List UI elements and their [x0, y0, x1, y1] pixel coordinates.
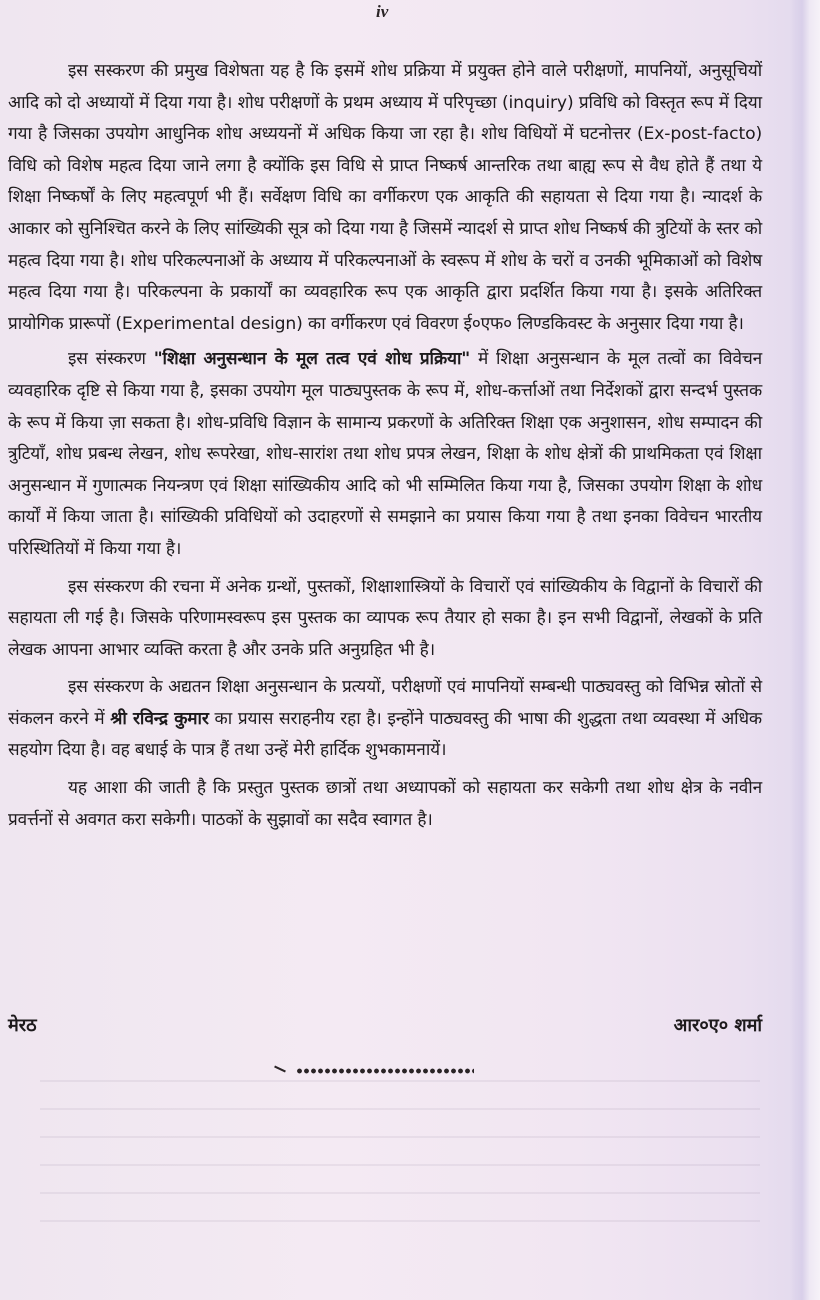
paragraph-text: इस संस्करण के अद्यतन शिक्षा अनुसन्धान के प्रत्ययों, परीक्षणों एवं मापनियों सम्बन्धी पाठ्यवस्तु को विभिन्न स्रोतों से संकलन करने में — [8, 677, 762, 729]
page-edge-shadow — [790, 0, 810, 1300]
paragraph-book-title — [8, 344, 762, 565]
preface-body — [8, 56, 762, 842]
divider-tick-mark — [274, 1066, 286, 1073]
book-title-bold: "शिक्षा अनुसन्धान के मूल तत्व एवं शोध प्रक्रिया" — [153, 349, 471, 370]
paragraph-text: इस संस्करण — [68, 349, 154, 370]
paragraph-contributor — [8, 672, 762, 767]
paragraph-acknowledgement: इस संस्करण की रचना में अनेक ग्रन्थों, पुस्तकों, शिक्षाशास्त्रियों के विचारों एवं सांख्यिकीय के विद्वानों के विचारों की सहायता ली गई है। जिसके परिणामस्वरूप इस पुस्तक का व्यापक रूप तैयार हो सका है। इन सभी विद्वानों, लेखकों के प्रति लेखक आपना आभार व्यक्ति करता है और उनके प्रति अनुग्रहित भी है। — [8, 576, 762, 660]
paragraph-text: का प्रयास सराहनीय रहा है। इन्होंने पाठ्यवस्तु की भाषा की शुद्धता तथा व्यवस्था में अधिक सहयोग दिया है। वह बधाई के पात्र हैं तथा उन्हें मेरी हार्दिक शुभकामनायें। — [8, 708, 762, 761]
signature-author: आर०ए० शर्मा — [673, 1015, 762, 1036]
contributor-name-bold: श्री रविन्द्र कुमार — [110, 708, 209, 729]
signature-place: मेरठ — [8, 1015, 37, 1036]
page-number: iv — [376, 2, 389, 21]
dotted-divider-icon — [296, 1067, 474, 1075]
paragraph-text: में शिक्षा अनुसन्धान के मूल तत्वों का विवेचन व्यवहारिक दृष्टि से किया गया है, इसका उपयोग मूल पाठ्यपुस्तक के रूप में, शोध-कर्त्ताओं तथा निर्देशकों द्वारा सन्दर्भ पुस्तक के रूप में किया ज़ा सकता है। शोध-प्रविधि विज्ञान के सामान्य प्रकरणों के अतिरिक्त शिक्षा एक अनुशासन, शोध सम्पादन की त्रुटियाँ, शोध प्रबन्ध लेखन, शोध रूपरेखा, शोध-सारांश तथा शोध प्रपत्र लेखन, शिक्षा के शोध क्षेत्रों की प्राथमिकता एवं शिक्षा अनुसन्धान में गुणात्मक नियन्त्रण एवं शिक्षा सांख्यिकीय आदि को भी सम्मिलित किया गया है, जिसका उपयोग शिक्षा के शोध कार्यों में किया जाता है। सांख्यिकी प्रविधियों को उदाहरणों से समझाने का प्रयास किया गया है तथा इनका विवेचन भारतीय परिस्थितियों में किया गया है। — [8, 349, 762, 559]
paragraph-edition-features: इस सस्करण की प्रमुख विशेषता यह है कि इसमें शोध प्रक्रिया में प्रयुक्त होने वाले परीक्षणों, मापनियों, अनुसूचियों आदि को दो अध्यायों में दिया गया है। शोध परीक्षणों के प्रथम अध्याय में परिपृच्छा (inquiry) प्रविधि को विस्तृत रूप में दिया गया है जिसका उपयोग आधुनिक शोध अध्ययनों में अधिक किया जा रहा है। शोध विधियों में घटनोत्तर (Ex-post-facto) विधि को विशेष महत्व दिया जाने लगा है क्योंकि इस विधि से प्राप्त निष्कर्ष आन्तरिक तथा बाह्य रूप से वैध होते हैं तथा ये शिक्षा निष्कर्षों के लिए महत्वपूर्ण भी हैं। सर्वेक्षण विधि का वर्गीकरण एक आकृति की सहायता से दिया गया है। न्यादर्श के आकार को सुनिश्चित करने के लिए सांख्यिकी सूत्र को दिया गया है जिसमें न्यादर्श से प्राप्त शोध निष्कर्ष की त्रुटियों के स्तर को महत्व दिया गया है। शोध परिकल्पनाओं के अध्याय में परिकल्पनाओं के स्वरूप में शोध के चरों व उनकी भूमिकाओं को विशेष महत्व दिया गया है। परिकल्पना के प्रकार्यों का व्यवहारिक रूप एक आकृति द्वारा प्रदर्शित किया गया है। इसके अतिरिक्त प्रायोगिक प्रारूपों (Experimental design) का वर्गीकरण एवं विवरण ई०एफ० लिण्डकिवस्ट के अनुसार दिया गया है। — [8, 61, 762, 334]
show-through-text-bleed — [40, 1080, 760, 1230]
paragraph-closing: यह आशा की जाती है कि प्रस्तुत पुस्तक छात्रों तथा अध्यापकों को सहायता कर सकेगी तथा शोध क्षेत्र के नवीन प्रवर्त्तनों से अवगत करा सकेगी। पाठकों के सुझावों का सदैव स्वागत है। — [8, 778, 762, 830]
signature-row — [8, 1013, 762, 1037]
